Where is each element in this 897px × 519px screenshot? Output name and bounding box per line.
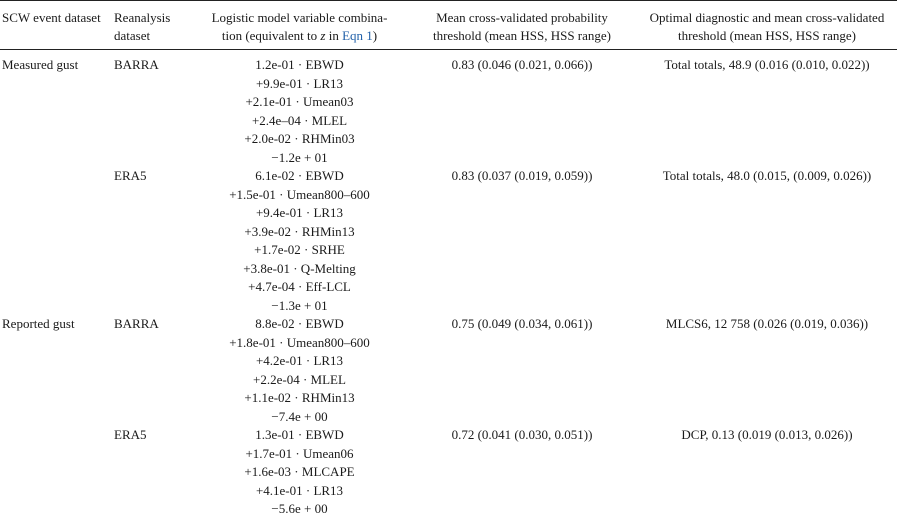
optimal-diagnostic-cell: Total totals, 48.0 (0.015, (0.009, 0.026)) [662,168,872,183]
probability-threshold-cell: 0.75 (0.049 (0.034, 0.061)) [451,316,593,331]
header-mean-probability-threshold: Mean cross-validated probability threshold (mean HSS, HSS range) [432,10,611,43]
formula-term: 1.3e-01 · EBWD [255,427,344,442]
formula-term: 6.1e-02 · EBWD [255,168,344,183]
formula-term: −1.2e + 01 [271,149,328,165]
header-reanalysis-dataset: Reanalysis dataset [114,10,171,43]
formula-term: +1.8e-01 · Umean800–600 [229,334,370,350]
table-row [0,426,897,519]
event-dataset-cell: Measured gust [2,57,79,72]
formula-term: +1.1e-02 · RHMin13 [244,390,355,405]
event-dataset-cell [0,426,112,519]
probability-threshold-cell: 0.83 (0.037 (0.019, 0.059)) [451,168,593,183]
formula-term: +1.5e-01 · Umean800–600 [229,186,370,202]
optimal-diagnostic-cell: MLCS6, 12 758 (0.026 (0.019, 0.036)) [665,316,869,331]
formula-term: −7.4e + 00 [271,408,328,424]
header-optimal-diagnostic: Optimal diagnostic and mean cross-validated threshold (mean HSS, HSS range) [649,10,885,43]
table-row [0,167,897,315]
formula-term: +2.4e–04 · MLEL [251,112,348,128]
formula-term: +1.7e-01 · Umean06 [245,445,354,461]
formula-term: +3.9e-02 · RHMin13 [244,223,355,239]
event-dataset-cell [0,167,112,315]
optimal-diagnostic-cell: DCP, 0.13 (0.019 (0.013, 0.026)) [681,427,853,442]
formula-cell [192,315,407,426]
probability-threshold-cell: 0.72 (0.041 (0.030, 0.051)) [451,427,593,442]
formula-term: 1.2e-01 · EBWD [255,57,344,72]
formula-term: +9.9e-01 · LR13 [255,75,344,91]
header-logistic-model: Logistic model variable combina- tion (equivalent to z in Eqn 1) [211,10,388,43]
equation-reference-link[interactable]: Eqn 1 [342,28,373,43]
formula-term: 8.8e-02 · EBWD [255,316,344,331]
formula-cell [192,167,407,315]
formula-term: −1.3e + 01 [271,297,328,313]
reanalysis-dataset-cell: ERA5 [114,168,147,183]
formula-term: +1.6e-03 · MLCAPE [244,464,355,479]
table-header [0,1,897,50]
reanalysis-dataset-cell: BARRA [114,316,159,331]
event-dataset-cell: Reported gust [2,316,75,331]
formula-term: +4.1e-01 · LR13 [255,482,344,498]
optimal-diagnostic-cell: Total totals, 48.9 (0.016 (0.010, 0.022)) [664,57,870,72]
table-row [0,315,897,426]
formula-term: +2.1e-01 · Umean03 [245,94,354,109]
formula-cell [192,426,407,519]
formula-term: −5.6e + 00 [271,501,328,516]
formula-term: +1.7e-02 · SRHE [254,242,345,257]
formula-term: +4.7e-04 · Eff-LCL [248,279,351,294]
probability-threshold-cell: 0.83 (0.046 (0.021, 0.066)) [451,57,593,72]
formula-term: +3.8e-01 · Q-Melting [243,260,356,276]
header-scw-event-dataset: SCW event dataset [2,10,101,25]
formula-term: +4.2e-01 · LR13 [255,353,344,368]
formula-term: +2.2e-04 · MLEL [253,371,346,387]
table-row [0,50,897,168]
formula-term: +2.0e-02 · RHMin03 [244,131,355,146]
reanalysis-dataset-cell: BARRA [114,57,159,72]
formula-cell [192,50,407,168]
table-body [0,50,897,519]
reanalysis-dataset-cell: ERA5 [114,427,147,442]
formula-term: +9.4e-01 · LR13 [255,205,344,220]
